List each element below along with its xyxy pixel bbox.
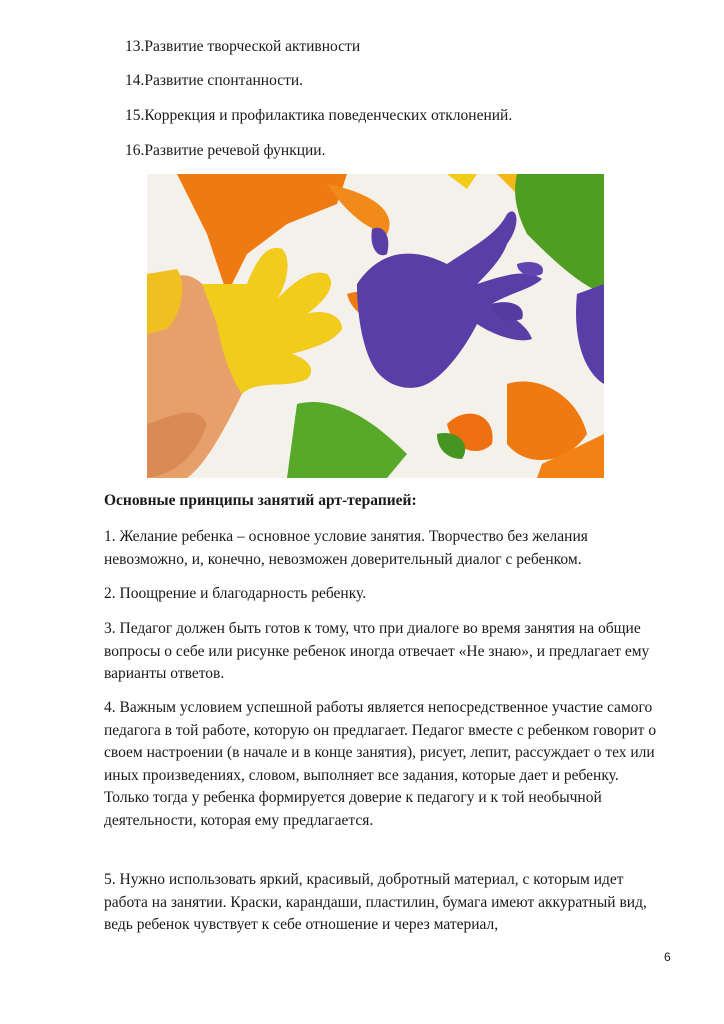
- paragraph: 2. Поощрение и благодарность ребенку.: [104, 585, 367, 602]
- list-item: 15.Коррекция и профилактика поведенческих отклонений.: [125, 107, 513, 124]
- paragraph: 1. Желание ребенка – основное условие занятия. Творчество без желания невозможно, и, конечно, невозможен доверительный диалог с ребенком.: [104, 528, 588, 568]
- paragraph: 3. Педагог должен быть готов к тому, что при диалоге во время занятия на общие вопросы о себе или рисунке ребенок иногда отвечает «Не знаю», и предлагает ему варианты ответов.: [104, 620, 650, 682]
- list-item: 14.Развитие спонтанности.: [125, 72, 304, 89]
- paragraph: 4. Важным условием успешной работы является непосредственное участие самого педагога в той работе, которую он предлагает. Педагог вместе с ребенком говорит о своем настроении (в начале и в конце занятия), рисует, лепит, рассуждает о тех или иных произведениях, словом, выполняет все задания, которые дает и ребенку. Только тогда у ребенка формируется доверие к педагогу и к той необычной деятельности, которая ему предлагается.: [104, 699, 657, 829]
- page-number: 6: [664, 950, 671, 964]
- paragraph: 5. Нужно использовать яркий, красивый, добротный материал, с которым идет работа на занятии. Краски, карандаши, пластилин, бумага имеют аккуратный вид, ведь ребенок чувствует к себе отношение и через материал,: [104, 871, 647, 933]
- list-item: 13.Развитие творческой активности: [125, 38, 361, 55]
- list-item: 16.Развитие речевой функции.: [125, 142, 326, 159]
- handprint-paint-photo: [147, 174, 604, 478]
- section-heading: Основные принципы занятий арт-терапией:: [104, 492, 417, 509]
